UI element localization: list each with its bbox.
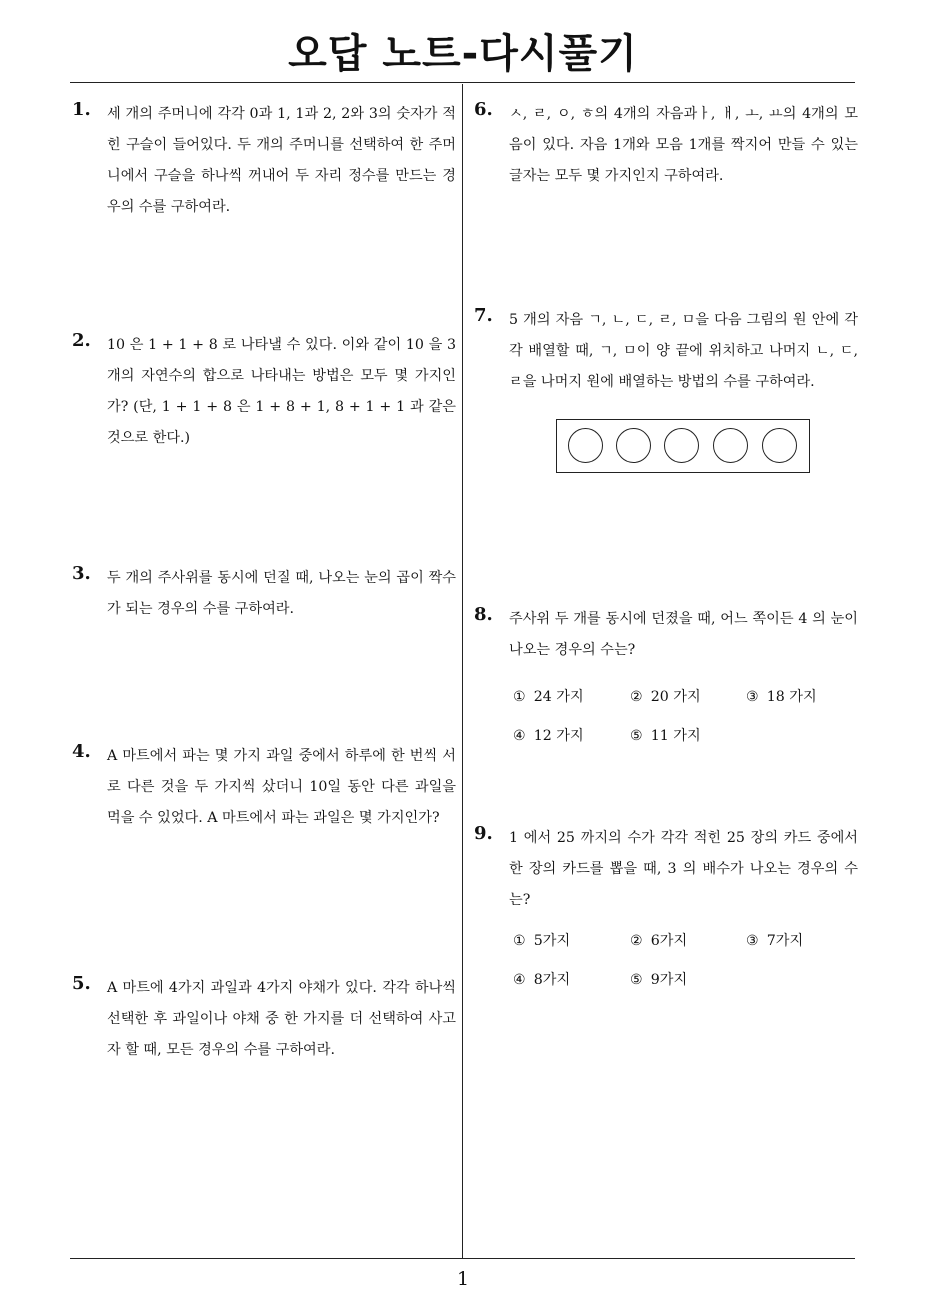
choice-mark: ⑤ — [630, 728, 643, 744]
choice-mark: ④ — [513, 972, 526, 988]
choice-mark: ① — [513, 933, 526, 949]
problem-text: ㅅ, ㄹ, ㅇ, ㅎ의 4개의 자음과ㅏ, ㅐ, ㅗ, ㅛ의 4개의 모음이 있다. 자음 1개와 모음 1개를 짝지어 만들 수 있는 글자는 모두 몇 가지인지 구하여라. — [509, 106, 858, 184]
choice-option[interactable] — [746, 930, 803, 950]
choice-mark: ② — [630, 933, 643, 949]
problem-number: 6. — [474, 99, 493, 120]
choice-label: 8가지 — [533, 972, 571, 988]
problem-text: 5 개의 자음 ㄱ, ㄴ, ㄷ, ㄹ, ㅁ을 다음 그림의 원 안에 각각 배열할 때, ㄱ, ㅁ이 양 끝에 위치하고 나머지 ㄴ, ㄷ, ㄹ을 나머지 원에 배열하는 방법의 수를 구하여라. — [509, 312, 858, 390]
circle-slot — [762, 428, 797, 463]
choice-option[interactable] — [630, 969, 687, 989]
choice-label: 11 가지 — [650, 728, 701, 744]
choice-label: 12 가지 — [533, 728, 584, 744]
problem-8 — [474, 604, 858, 666]
choice-label: 7가지 — [766, 933, 804, 949]
problem-1 — [72, 99, 456, 223]
problem-number: 5. — [72, 973, 91, 994]
choice-label: 18 가지 — [766, 689, 817, 705]
choice-mark: ② — [630, 689, 643, 705]
choice-mark: ① — [513, 689, 526, 705]
problem-text: 세 개의 주머니에 각각 0과 1, 1과 2, 2와 3의 숫자가 적힌 구슬이 들어있다. 두 개의 주머니를 선택하여 한 주머니에서 구슬을 하나씩 꺼내어 두 자리 정수를 만드는 경우의 수를 구하여라. — [107, 106, 456, 215]
circle-arrangement-figure — [556, 419, 810, 473]
problem-5 — [72, 973, 456, 1066]
choice-option[interactable] — [746, 686, 817, 706]
problem-number: 8. — [474, 604, 493, 625]
choice-mark: ④ — [513, 728, 526, 744]
header-divider — [70, 82, 855, 83]
choice-label: 5가지 — [533, 933, 571, 949]
choice-mark: ③ — [746, 933, 759, 949]
circle-slot — [616, 428, 651, 463]
problem-number: 7. — [474, 305, 493, 326]
circle-slot — [568, 428, 603, 463]
choice-label: 20 가지 — [650, 689, 701, 705]
problem-9 — [474, 823, 858, 916]
problem-text: 1 에서 25 까지의 수가 각각 적힌 25 장의 카드 중에서 한 장의 카드를 뽑을 때, 3 의 배수가 나오는 경우의 수는? — [509, 830, 858, 908]
column-divider — [462, 84, 463, 1258]
problem-text: A 마트에 4가지 과일과 4가지 야채가 있다. 각각 하나씩 선택한 후 과일이나 야채 중 한 가지를 더 선택하여 사고자 할 때, 모든 경우의 수를 구하여라. — [107, 980, 456, 1058]
problem-number: 2. — [72, 330, 91, 351]
choice-option[interactable] — [630, 930, 687, 950]
choice-option[interactable] — [513, 725, 584, 745]
choice-mark: ⑤ — [630, 972, 643, 988]
circle-slot — [664, 428, 699, 463]
problem-text: 10 은 1 + 1 + 8 로 나타낼 수 있다. 이와 같이 10 을 3 개의 자연수의 합으로 나타내는 방법은 모두 몇 가지인가? (단, 1 + 1 + 8 은 1 + 8 + 1, 8 + 1 + 1 과 같은 것으로 한다.) — [107, 337, 456, 446]
problem-4 — [72, 741, 456, 834]
problem-text: A 마트에서 파는 몇 가지 과일 중에서 하루에 한 번씩 서로 다른 것을 두 가지씩 샀더니 10일 동안 다른 과일을 먹을 수 있었다. A 마트에서 파는 과일은 몇 가지인가? — [107, 748, 456, 826]
page-title: 오답 노트-다시풀기 — [288, 31, 638, 77]
problem-2 — [72, 330, 456, 454]
problem-3 — [72, 563, 456, 625]
choice-option[interactable] — [513, 969, 570, 989]
problem-text: 주사위 두 개를 동시에 던졌을 때, 어느 쪽이든 4 의 눈이 나오는 경우의 수는? — [509, 611, 858, 658]
problem-number: 9. — [474, 823, 493, 844]
problem-text: 두 개의 주사위를 동시에 던질 때, 나오는 눈의 곱이 짝수가 되는 경우의 수를 구하여라. — [107, 570, 456, 617]
choice-option[interactable] — [513, 930, 570, 950]
choice-option[interactable] — [513, 686, 584, 706]
footer-divider — [70, 1258, 855, 1259]
problem-number: 4. — [72, 741, 91, 762]
choice-label: 6가지 — [650, 933, 688, 949]
choice-option[interactable] — [630, 686, 701, 706]
circle-slot — [713, 428, 748, 463]
choice-mark: ③ — [746, 689, 759, 705]
choice-label: 24 가지 — [533, 689, 584, 705]
problem-6 — [474, 99, 858, 192]
problem-7 — [474, 305, 858, 398]
choice-label: 9가지 — [650, 972, 688, 988]
choice-option[interactable] — [630, 725, 701, 745]
problem-number: 3. — [72, 563, 91, 584]
page-number: 1 — [456, 1268, 470, 1290]
problem-number: 1. — [72, 99, 91, 120]
